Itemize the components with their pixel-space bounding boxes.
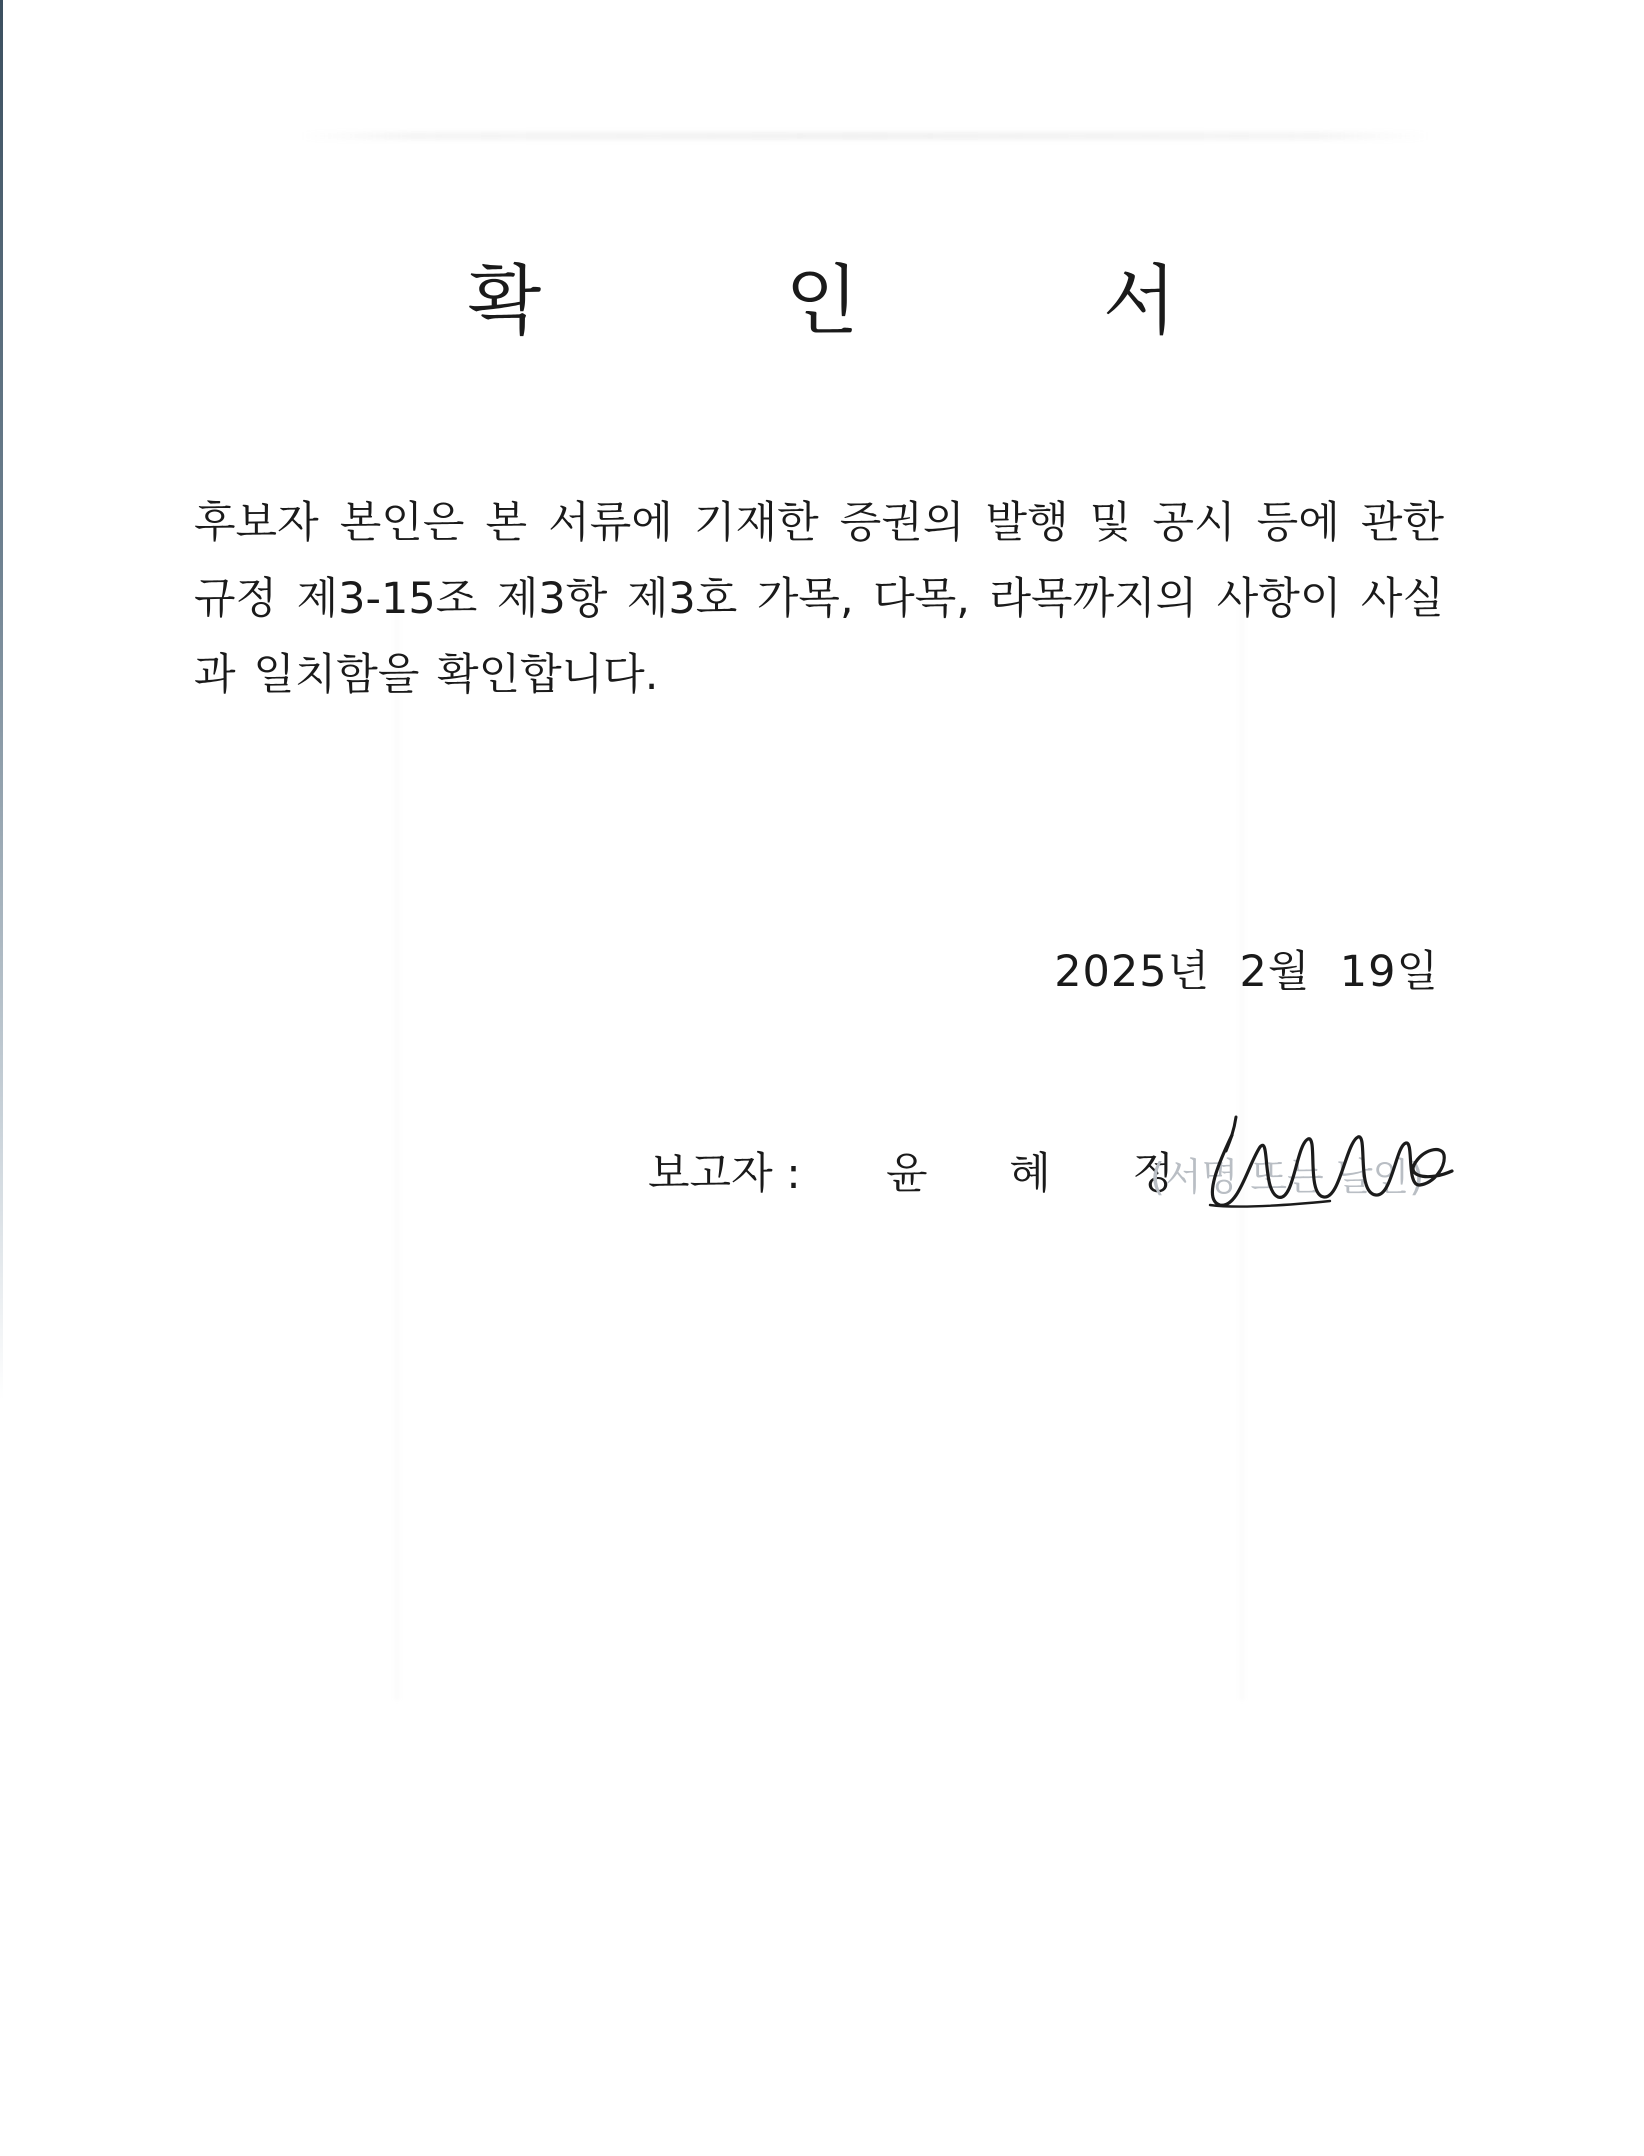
seal-note: (서명 또는 날인) (1150, 1155, 1425, 1199)
show-through-column (395, 600, 399, 1700)
document-title: 확 인 서 (467, 256, 1287, 345)
reporter-name: 윤 혜 정 (886, 1149, 1208, 1199)
show-through-line (300, 132, 1430, 140)
handwritten-signature-icon (1200, 1105, 1460, 1220)
scan-edge-shadow (0, 0, 3, 1400)
document-date: 2025년 2월 19일 (1054, 947, 1439, 997)
reporter-label: 보고자 : (648, 1149, 801, 1199)
confirmation-statement: 후보자 본인은 본 서류에 기재한 증권의 발행 및 공시 등에 관한 규정 제3-15조 제3항 제3호 가목, 다목, 라목까지의 사항이 사실과 일치함을 확인합니다. (194, 498, 1444, 700)
